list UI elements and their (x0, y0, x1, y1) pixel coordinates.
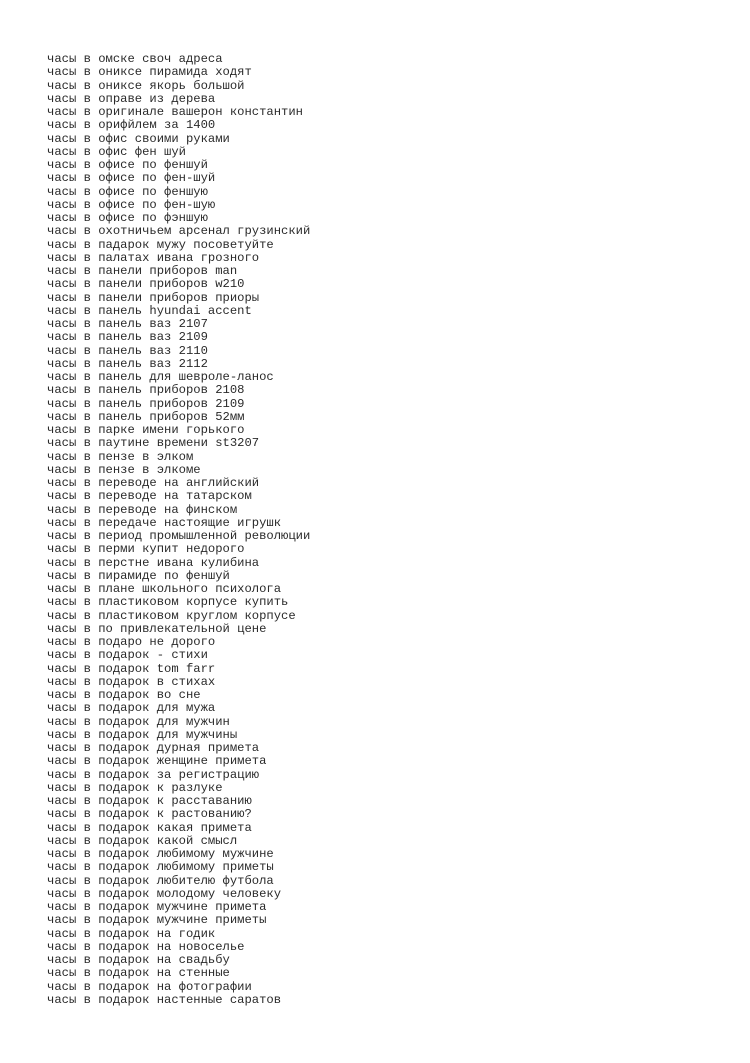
text-line: часы в офисе по феншую (47, 184, 208, 199)
text-line: часы в подарок к растованию? (47, 807, 252, 822)
text-line: часы в офис своими руками (47, 131, 230, 146)
text-line: часы в подарок для мужчины (47, 727, 238, 742)
text-line: часы в подарок - стихи (47, 648, 208, 663)
text-line: часы в подарок какая примета (47, 820, 252, 835)
text-line: часы в панель ваз 2109 (47, 330, 208, 345)
text-line: часы в подарок молодому человеку (47, 886, 282, 901)
text-line: часы в оправе из дерева (47, 91, 216, 106)
text-line: часы в панели приборов man (47, 264, 238, 278)
text-line: часы в офисе по фэншую (47, 211, 208, 225)
text-line: часы в оригинале вашерон константин (47, 105, 303, 119)
text-line: часы в парке имени горького (47, 423, 245, 437)
text-line: часы в палатах ивана грозного (47, 250, 260, 265)
text-line: часы в панель для шевроле-ланос (47, 370, 274, 384)
text-line: часы в период промышленной революции (47, 529, 311, 543)
text-line: часы в омске своч адреса (47, 52, 223, 66)
text-line: часы в пирамиде по феншуй (47, 568, 230, 583)
text-line: часы в ониксе пирамида ходят (47, 65, 252, 80)
text-line: часы в переводе на финском (47, 502, 238, 517)
text-line: часы в передаче настоящие игрушк (47, 515, 282, 530)
text-line: часы в офисе по фен-шуй (47, 171, 216, 186)
text-line: часы в паутине времени st3207 (47, 436, 260, 451)
text-line: часы в панели приборов приоры (47, 290, 260, 305)
text-line: часы в подарок мужчине приметы (47, 913, 267, 928)
text-line: часы в подарок настенные саратов (47, 992, 282, 1007)
text-line: часы в пензе в элкоме (47, 462, 201, 477)
text-line: часы в охотничьем арсенал грузинский (47, 224, 311, 239)
text-line: часы в подарок какой смысл (47, 833, 238, 848)
text-line: часы в офис фен шуй (47, 144, 186, 159)
text-line: часы в панель hyundai accent (47, 303, 252, 318)
text-line: часы в подарок дурная примета (47, 741, 260, 755)
text-line: часы в пластиковом круглом корпусе (47, 608, 296, 623)
text-line: часы в подарок во сне (47, 688, 201, 702)
text-line: часы в подарок на новоселье (47, 939, 245, 954)
text-line: часы в подарок к расставанию (47, 794, 252, 808)
text-line: часы в переводе на английский (47, 476, 260, 490)
text-line: часы в переводе на татарском (47, 489, 252, 504)
text-line: часы в подарок любимому приметы (47, 860, 274, 875)
text-line: часы в подарок для мужчин (47, 714, 230, 729)
text-line: часы в перми купит недорого (47, 542, 245, 557)
text-line: часы в подарок tom farr (47, 661, 216, 676)
text-line: часы в подарок мужчине примета (47, 900, 267, 914)
text-line: часы в подарок любимому мужчине (47, 847, 274, 861)
text-line: часы в по привлекательной цене (47, 621, 267, 636)
text-line: часы в панель ваз 2110 (47, 343, 208, 358)
text-line: часы в пластиковом корпусе купить (47, 595, 289, 610)
text-line: часы в перстне ивана кулибина (47, 555, 260, 570)
text-line: часы в подарок для мужа (47, 701, 216, 716)
text-line: часы в падарок мужу посоветуйте (47, 237, 274, 252)
text-line: часы в подарок на годик (47, 926, 216, 941)
text-line: часы в подарок в стихах (47, 674, 216, 689)
text-line: часы в панели приборов w210 (47, 277, 245, 292)
text-line: часы в пензе в элком (47, 449, 194, 464)
text-line: часы в офисе по феншуй (47, 158, 208, 172)
text-line-list (47, 53, 310, 1007)
text-line: часы в подарок за регистрацию (47, 767, 260, 782)
text-line: часы в панель ваз 2112 (47, 356, 208, 371)
text-line: часы в подарок женщине примета (47, 754, 267, 769)
text-line: часы в подарок на стенные (47, 966, 230, 981)
text-line: часы в подарок на свадьбу (47, 953, 230, 967)
text-line: часы в подарок к разлуке (47, 780, 223, 795)
text-line: часы в подарок на фотографии (47, 979, 252, 994)
text-line: часы в орифйлем за 1400 (47, 118, 216, 133)
text-line: часы в панель приборов 52мм (47, 409, 245, 424)
text-line: часы в панель приборов 2108 (47, 383, 245, 398)
text-line: часы в ониксе якорь большой (47, 78, 245, 93)
text-line: часы в офисе по фен-шую (47, 197, 216, 212)
text-line: часы в плане школьного психолога (47, 582, 282, 596)
text-line: часы в подарок любителю футбола (47, 873, 274, 888)
text-line: часы в панель ваз 2107 (47, 317, 208, 331)
text-line: часы в панель приборов 2109 (47, 396, 245, 411)
text-line: часы в подаро не дорого (47, 635, 216, 649)
